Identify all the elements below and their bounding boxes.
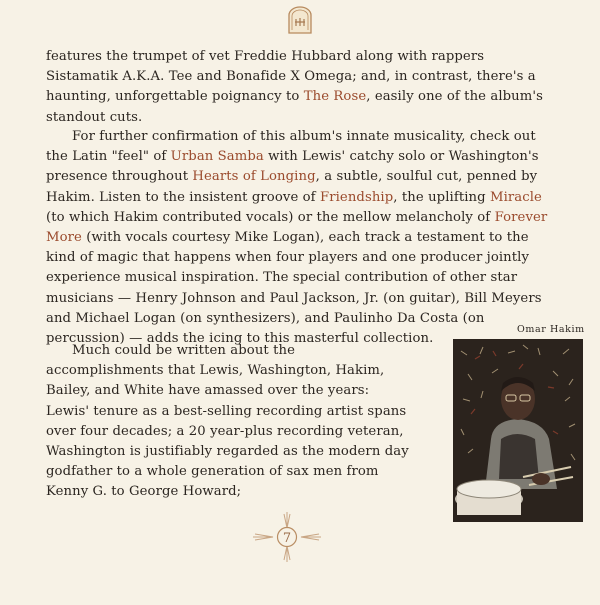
page-number-ornament [251, 510, 323, 564]
body-text: , the uplifting [393, 189, 490, 205]
body-text: (to which Hakim contributed vocals) or the mellow melancholy of [46, 209, 495, 225]
paragraph-1 [46, 47, 556, 128]
body-text: with Lewis' catchy solo or Washington's presence throughout [46, 149, 539, 185]
paragraph-3 [46, 341, 414, 503]
body-text: (with vocals courtesy Mike Logan), each track a testament to the kind of magic that happens when four players and one producer jointly experience musical inspiration. The special contribution of other star musicians — Henry Johnson and Paul Jackson, Jr. (on guitar), Bill Meyers and Michael Logan (on synthesizers), and Paulinho Da Costa (on percussion) — adds the icing to this masterful collection. [46, 230, 542, 347]
body-text: Much could be written about the accomplishments that Lewis, Washington, Hakim, Bailey, and White have amassed over the years: Lewis' tenure as a best-selling recording artist spans over four decades; a 20 year-plus recording veteran, Washington is justifiably regarded as the modern day godfather to a whole generation of sax men from Kenny G. to George Howard; [46, 343, 409, 500]
photo-caption: Omar Hakim [517, 324, 585, 335]
body-text: features the trumpet of vet Freddie Hubbard along with rappers Sistamatik A.K.A. Tee and Bonafide X Omega; and, in contrast, there's a haunting, unforgettable poignancy to [46, 49, 536, 105]
song-title: Hearts of Longing [192, 169, 316, 185]
omar-hakim-photo [453, 339, 583, 522]
body-text: , easily one of the album's standout cuts. [46, 89, 543, 125]
song-title: The Rose [303, 89, 367, 105]
song-title: Friendship [319, 189, 394, 205]
song-title: Urban Samba [170, 149, 264, 165]
page-number: 7 [282, 531, 292, 546]
body-text: , a subtle, soulful cut, penned by Hakim. Listen to the insistent groove of [46, 169, 538, 205]
song-title: Miracle [489, 189, 542, 205]
paragraph-2 [46, 127, 556, 349]
song-title: Forever More [46, 209, 548, 246]
publisher-emblem-icon [287, 6, 313, 34]
body-text: For further confirmation of this album's innate musicality, check out the Latin "feel" of [46, 129, 536, 165]
